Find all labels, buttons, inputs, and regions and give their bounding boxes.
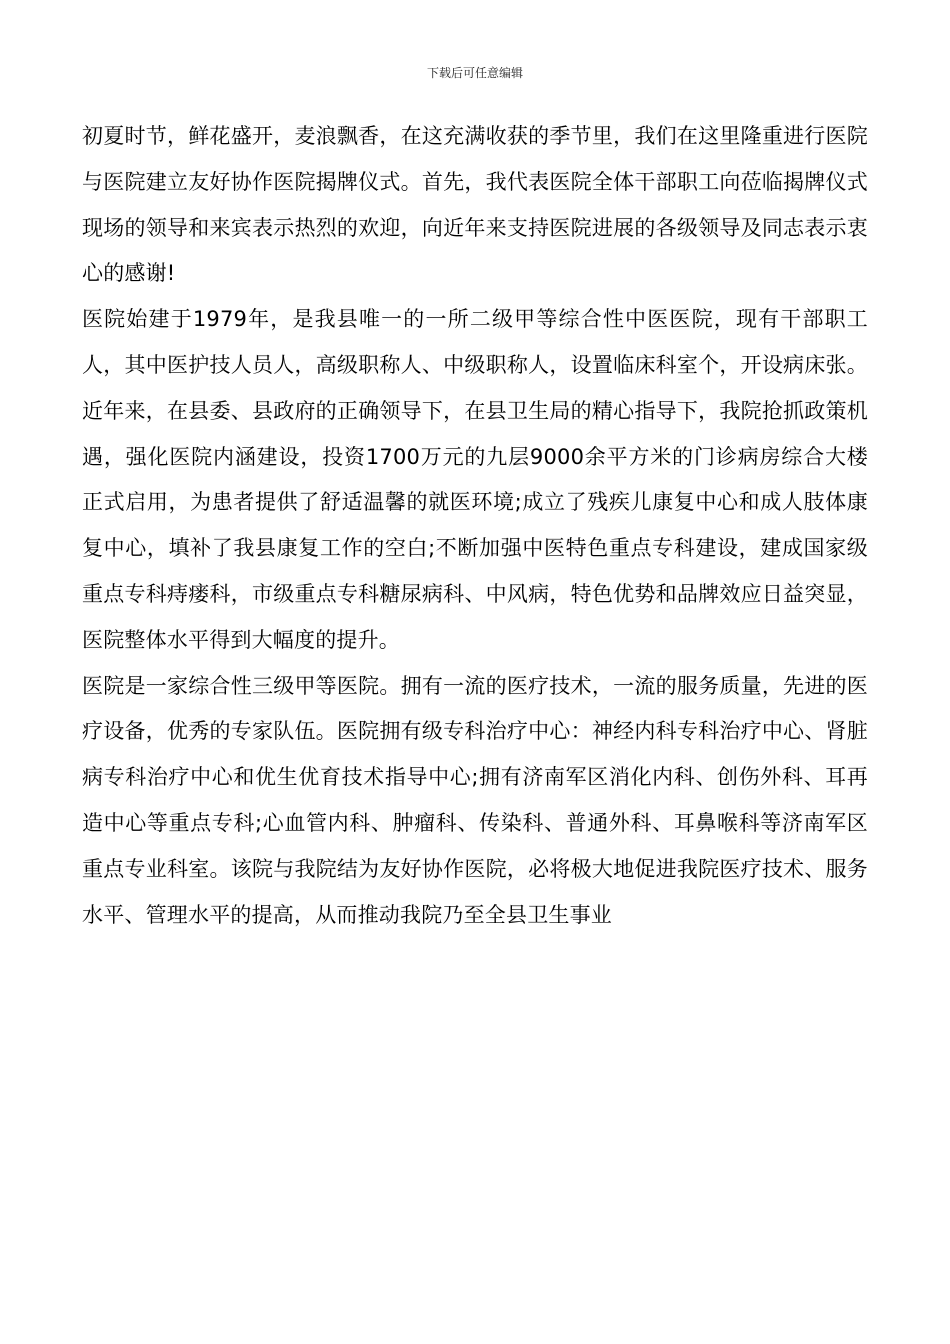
paragraph-partner-hospital: 医院是一家综合性三级甲等医院。拥有一流的医疗技术，一流的服务质量，先进的医疗设备，优秀的专家队伍。医院拥有级专科治疗中心：神经内科专科治疗中心、肾脏病专科治疗中心和优生优育技术指导中心;拥有济南军区消化内科、创伤外科、耳再造中心等重点专科;心血管内科、肿瘤科、传染科、普通外科、耳鼻喉科等济南军区重点专业科室。该院与我院结为友好协作医院，必将极大地促进我院医疗技术、服务水平、管理水平的提高，从而推动我院乃至全县卫生事业 [82, 673, 868, 927]
paragraph-hospital-history: 医院始建于1979年，是我县唯一的一所二级甲等综合性中医医院，现有干部职工人，其中医护技人员人，高级职称人、中级职称人，设置临床科室个，开设病床张。近年来，在县委、县政府的正确领导下，在县卫生局的精心指导下，我院抢抓政策机遇，强化医院内涵建设，投资1700万元的九层9000余平方米的门诊病房综合大楼正式启用，为患者提供了舒适温馨的就医环境;成立了残疾儿康复中心和成人肢体康复中心，填补了我县康复工作的空白;不断加强中医特色重点专科建设，建成国家级重点专科痔瘘科，市级重点专科糖尿病科、中风病，特色优势和品牌效应日益突显，医院整体水平得到大幅度的提升。 [82, 307, 868, 652]
document-body [82, 114, 868, 938]
paragraph-opening: 初夏时节，鲜花盛开，麦浪飘香，在这充满收获的季节里，我们在这里隆重进行医院与医院建立友好协作医院揭牌仪式。首先，我代表医院全体干部职工向莅临揭牌仪式现场的领导和来宾表示热烈的欢迎，向近年来支持医院进展的各级领导及同志表示衷心的感谢! [82, 124, 868, 286]
header-note: 下载后可任意编辑 [426, 66, 523, 80]
